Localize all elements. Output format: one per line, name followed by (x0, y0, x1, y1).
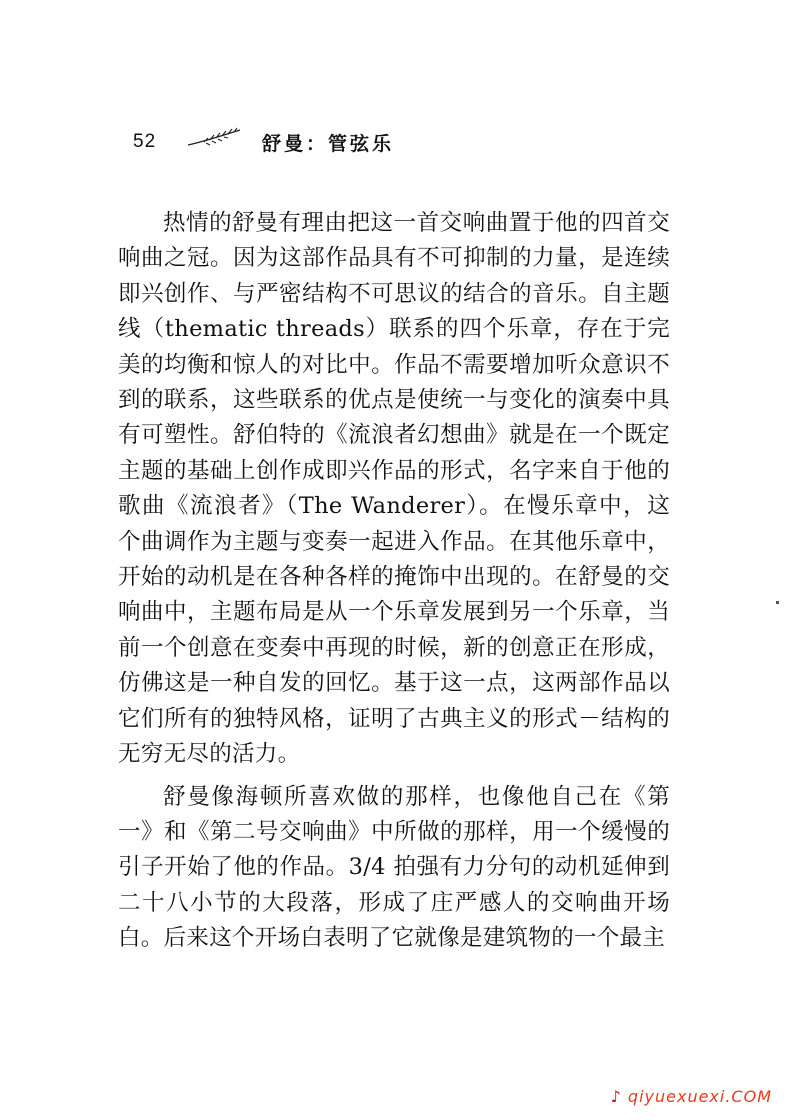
quill-feather-icon (186, 126, 242, 148)
page-number: 52 (133, 131, 157, 152)
site-watermark (611, 1087, 772, 1106)
margin-dot (776, 601, 779, 604)
q-logo-icon: ♪ (610, 1087, 622, 1106)
running-header-title: 舒曼：管弦乐 (262, 133, 395, 155)
paragraph-2: 舒曼像海顿所喜欢做的那样，也像他自己在《第一》和《第二号交响曲》中所做的那样，用一个缓慢的引子开始了他的作品。3/4 拍强有力分句的动机延伸到二十八小节的大段落，形成了庄严感人的交响曲开场白。后来这个开场白表明了它就像是建筑物的一个最主 (118, 783, 670, 952)
watermark-text: qiyuexuexi.COM (627, 1087, 772, 1106)
paragraph-1: 热情的舒曼有理由把这一首交响曲置于他的四首交响曲之冠。因为这部作品具有不可抑制的力量，是连续即兴创作、与严密结构不可思议的结合的音乐。自主题线（thematic threads）联系的四个乐章，存在于完美的均衡和惊人的对比中。作品不需要增加听众意识不到的联系，这些联系的优点是使统一与变化的演奏中具有可塑性。舒伯特的《流浪者幻想曲》就是在一个既定主题的基础上创作成即兴作品的形式，名字来自于他的歌曲《流浪者》（The Wanderer）。在慢乐章中，这个曲调作为主题与变奏一起进入作品。在其他乐章中，开始的动机是在各种各样的掩饰中出现的。在舒曼的交响曲中，主题布局是从一个乐章发展到另一个乐章，当前一个创意在变奏中再现的时候，新的创意正在形成，仿佛这是一种自发的回忆。基于这一点，这两部作品以它们所有的独特风格，证明了古典主义的形式－结构的无穷无尽的活力。 (118, 210, 670, 768)
body-text (118, 206, 670, 957)
